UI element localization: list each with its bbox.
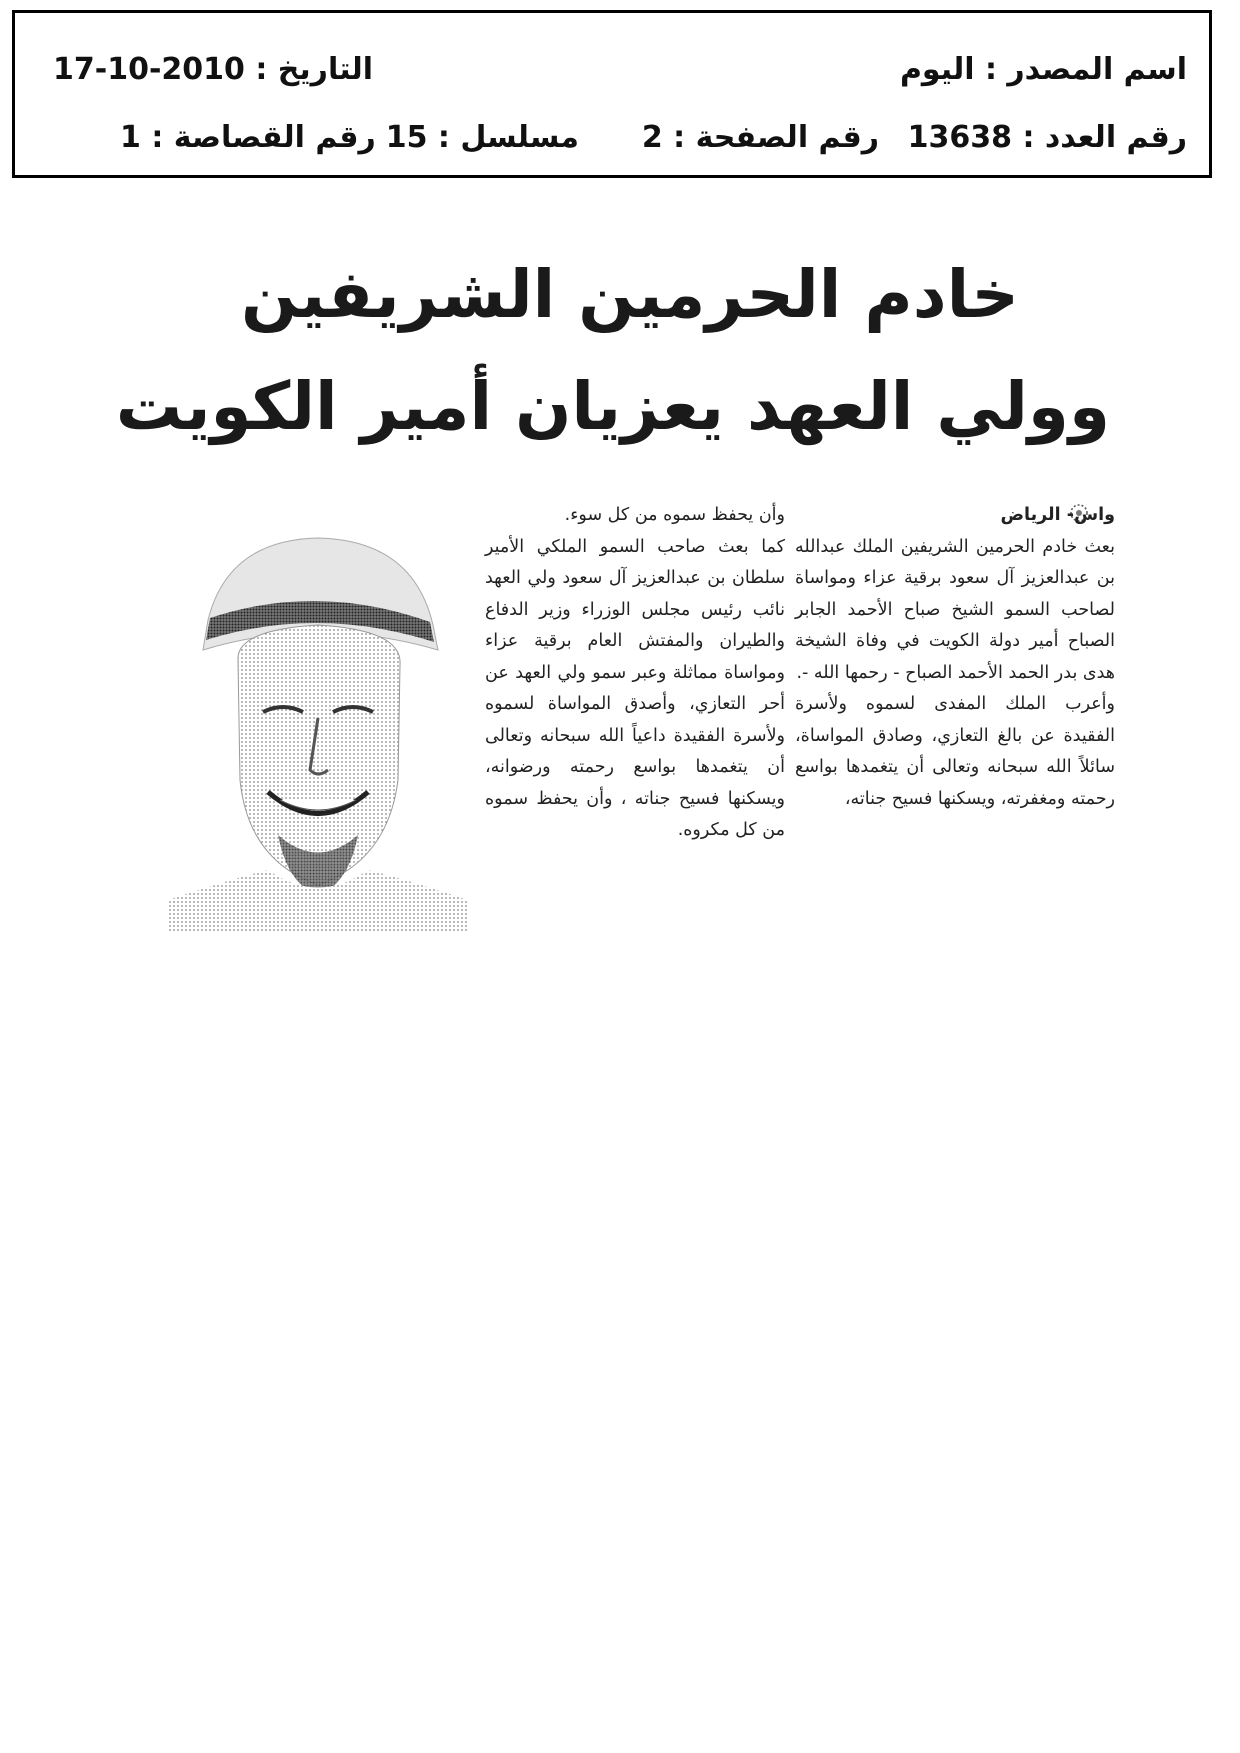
headline-line-2: وولي العهد يعزيان أمير الكويت: [115, 368, 1110, 445]
paragraph-2: وأعرب الملك المفدى لسموه ولأسرة الفقيدة عن بالغ التعازي، وصادق المواساة، سائلاً الله سبحانه وتعالى أن يتغمدها بواسع رحمته ومغفرته، ويسكنها فسيح جناته،: [795, 694, 1115, 809]
issue-number: رقم العدد : 13638: [907, 120, 1187, 155]
headline-line-1: خادم الحرمين الشريفين: [240, 256, 1019, 333]
clip-date: التاريخ : 2010-10-17: [53, 52, 374, 87]
clip-number: رقم القصاصة : 1: [120, 120, 376, 155]
paragraph-3: وأن يحفظ سموه من كل سوء.: [564, 505, 785, 525]
article-column-right: [795, 500, 1115, 815]
source-name: اسم المصدر : اليوم: [899, 52, 1187, 87]
serial-number: مسلسل : 15: [385, 120, 579, 155]
portrait-photo: [168, 500, 468, 933]
paragraph-4: كما بعث صاحب السمو الملكي الأمير سلطان بن عبدالعزيز آل سعود ولي العهد نائب رئيس مجلس الوزراء وزير الدفاع والطيران والمفتش العام برقية عزاء ومواساة مماثلة وعبر سمو ولي العهد عن أحر التعازي، وأصدق المواساة لسموه ولأسرة الفقيدة داعياً الله سبحانه وتعالى أن يتغمدها بواسع رحمته ورضوانه، ويسكنها فسيح جناته ، وأن يحفظ سموه من كل مكروه.: [485, 536, 785, 840]
article-column-left: [485, 500, 785, 847]
clipping-info-box: [12, 10, 1212, 178]
page-number: رقم الصفحة : 2: [641, 120, 879, 155]
paragraph-1: بعث خادم الحرمين الشريفين الملك عبدالله بن عبدالعزيز آل سعود برقية عزاء ومواساة لصاحب السمو الشيخ صباح الأحمد الجابر الصباح أمير دولة الكويت في وفاة الشيخة هدى بدر الحمد الأحمد الصباح - رحمها الله -.: [795, 536, 1115, 683]
byline: واس- الرياض: [1000, 505, 1115, 525]
